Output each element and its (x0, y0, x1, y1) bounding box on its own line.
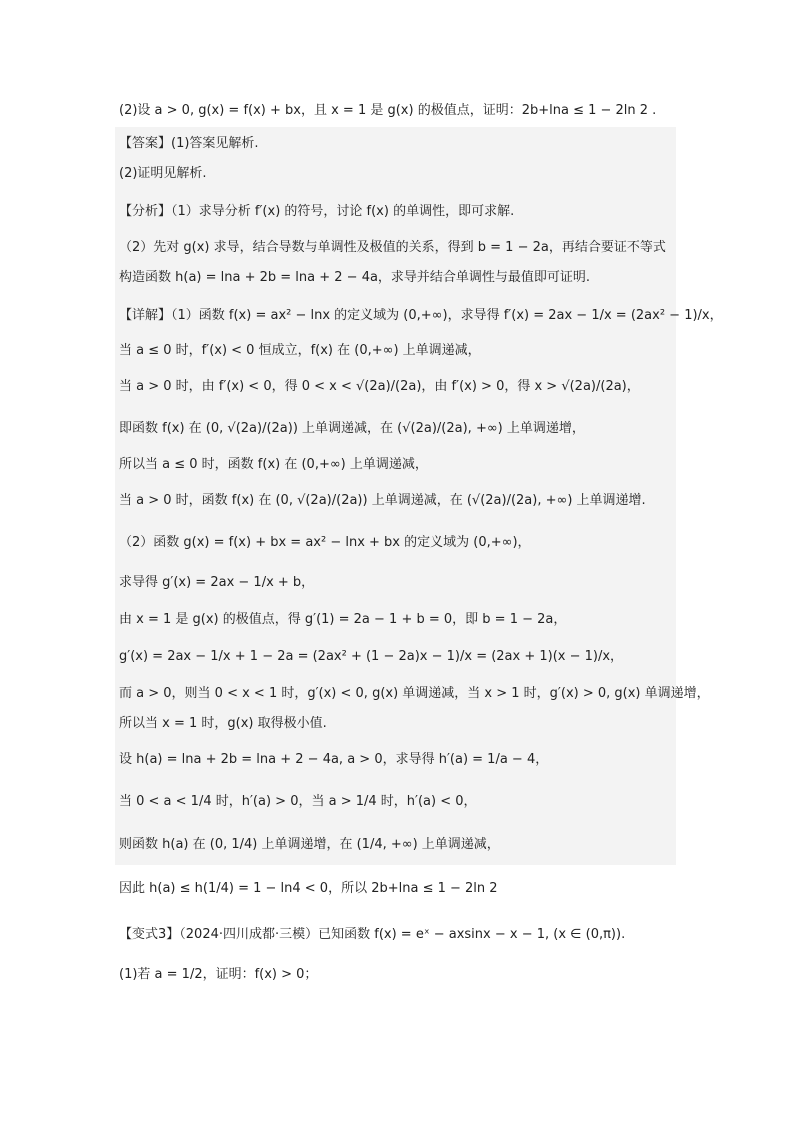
detail-line-4: 即函数 f(x) 在 (0, √(2a)/(2a)) 上单调递减，在 (√(2a)/(2a), +∞) 上单调递增， (119, 421, 585, 436)
question-part-2: (2)设 a > 0, g(x) = f(x) + bx，且 x = 1 是 g(x) 的极值点，证明：2b+lna ≤ 1 − 2ln 2 . (119, 103, 657, 118)
detail-line-6: 当 a > 0 时，函数 f(x) 在 (0, √(2a)/(2a)) 上单调递减，在 (√(2a)/(2a), +∞) 上单调递增. (119, 493, 646, 508)
detail-line-1: 【详解】（1）函数 f(x) = ax² − lnx 的定义域为 (0,+∞)，求导得 f′(x) = 2ax − 1/x = (2ax² − 1)/x， (119, 308, 723, 323)
part2-line-10: 因此 h(a) ≤ h(1/4) = 1 − ln4 < 0，所以 2b+lna ≤ 1 − 2ln 2 (119, 881, 498, 896)
answer-part-1: 【答案】(1)答案见解析. (119, 136, 259, 151)
analysis-line-2: （2）先对 g(x) 求导，结合导数与单调性及极值的关系，得到 b = 1 − 2a，再结合要证不等式 (119, 240, 666, 255)
part2-line-6: 所以当 x = 1 时，g(x) 取得极小值. (119, 716, 327, 731)
part2-line-9: 则函数 h(a) 在 (0, 1/4) 上单调递增，在 (1/4, +∞) 上单调递减， (119, 837, 500, 852)
detail-line-2: 当 a ≤ 0 时，f′(x) < 0 恒成立，f(x) 在 (0,+∞) 上单调递减， (119, 343, 481, 358)
part2-line-4: g′(x) = 2ax − 1/x + 1 − 2a = (2ax² + (1 − 2a)x − 1)/x = (2ax + 1)(x − 1)/x， (119, 649, 624, 664)
answer-part-2: (2)证明见解析. (119, 166, 207, 181)
detail-line-3: 当 a > 0 时，由 f′(x) < 0，得 0 < x < √(2a)/(2a)，由 f′(x) > 0，得 x > √(2a)/(2a)， (119, 379, 640, 394)
part2-line-5: 而 a > 0，则当 0 < x < 1 时，g′(x) < 0, g(x) 单调递减，当 x > 1 时，g′(x) > 0, g(x) 单调递增， (119, 686, 710, 701)
part2-line-2: 求导得 g′(x) = 2ax − 1/x + b， (119, 575, 315, 590)
part2-line-3: 由 x = 1 是 g(x) 的极值点，得 g′(1) = 2a − 1 + b = 0，即 b = 1 − 2a， (119, 612, 567, 627)
part2-line-1: （2）函数 g(x) = f(x) + bx = ax² − lnx + bx 的定义域为 (0,+∞)， (119, 535, 531, 550)
part2-line-8: 当 0 < a < 1/4 时，h′(a) > 0，当 a > 1/4 时，h′(a) < 0， (119, 794, 477, 809)
variant-3-part-1: (1)若 a = 1/2，证明：f(x) > 0； (119, 967, 318, 982)
variant-3-title: 【变式3】（2024·四川成都·三模）已知函数 f(x) = eˣ − axsinx − x − 1, (x ∈ (0,π)). (119, 927, 626, 942)
detail-line-5: 所以当 a ≤ 0 时，函数 f(x) 在 (0,+∞) 上单调递减， (119, 457, 428, 472)
analysis-line-1: 【分析】（1）求导分析 f′(x) 的符号，讨论 f(x) 的单调性，即可求解. (119, 204, 515, 219)
part2-line-7: 设 h(a) = lna + 2b = lna + 2 − 4a, a > 0，求导得 h′(a) = 1/a − 4， (119, 752, 549, 767)
analysis-line-3: 构造函数 h(a) = lna + 2b = lna + 2 − 4a，求导并结合单调性与最值即可证明. (119, 270, 591, 285)
